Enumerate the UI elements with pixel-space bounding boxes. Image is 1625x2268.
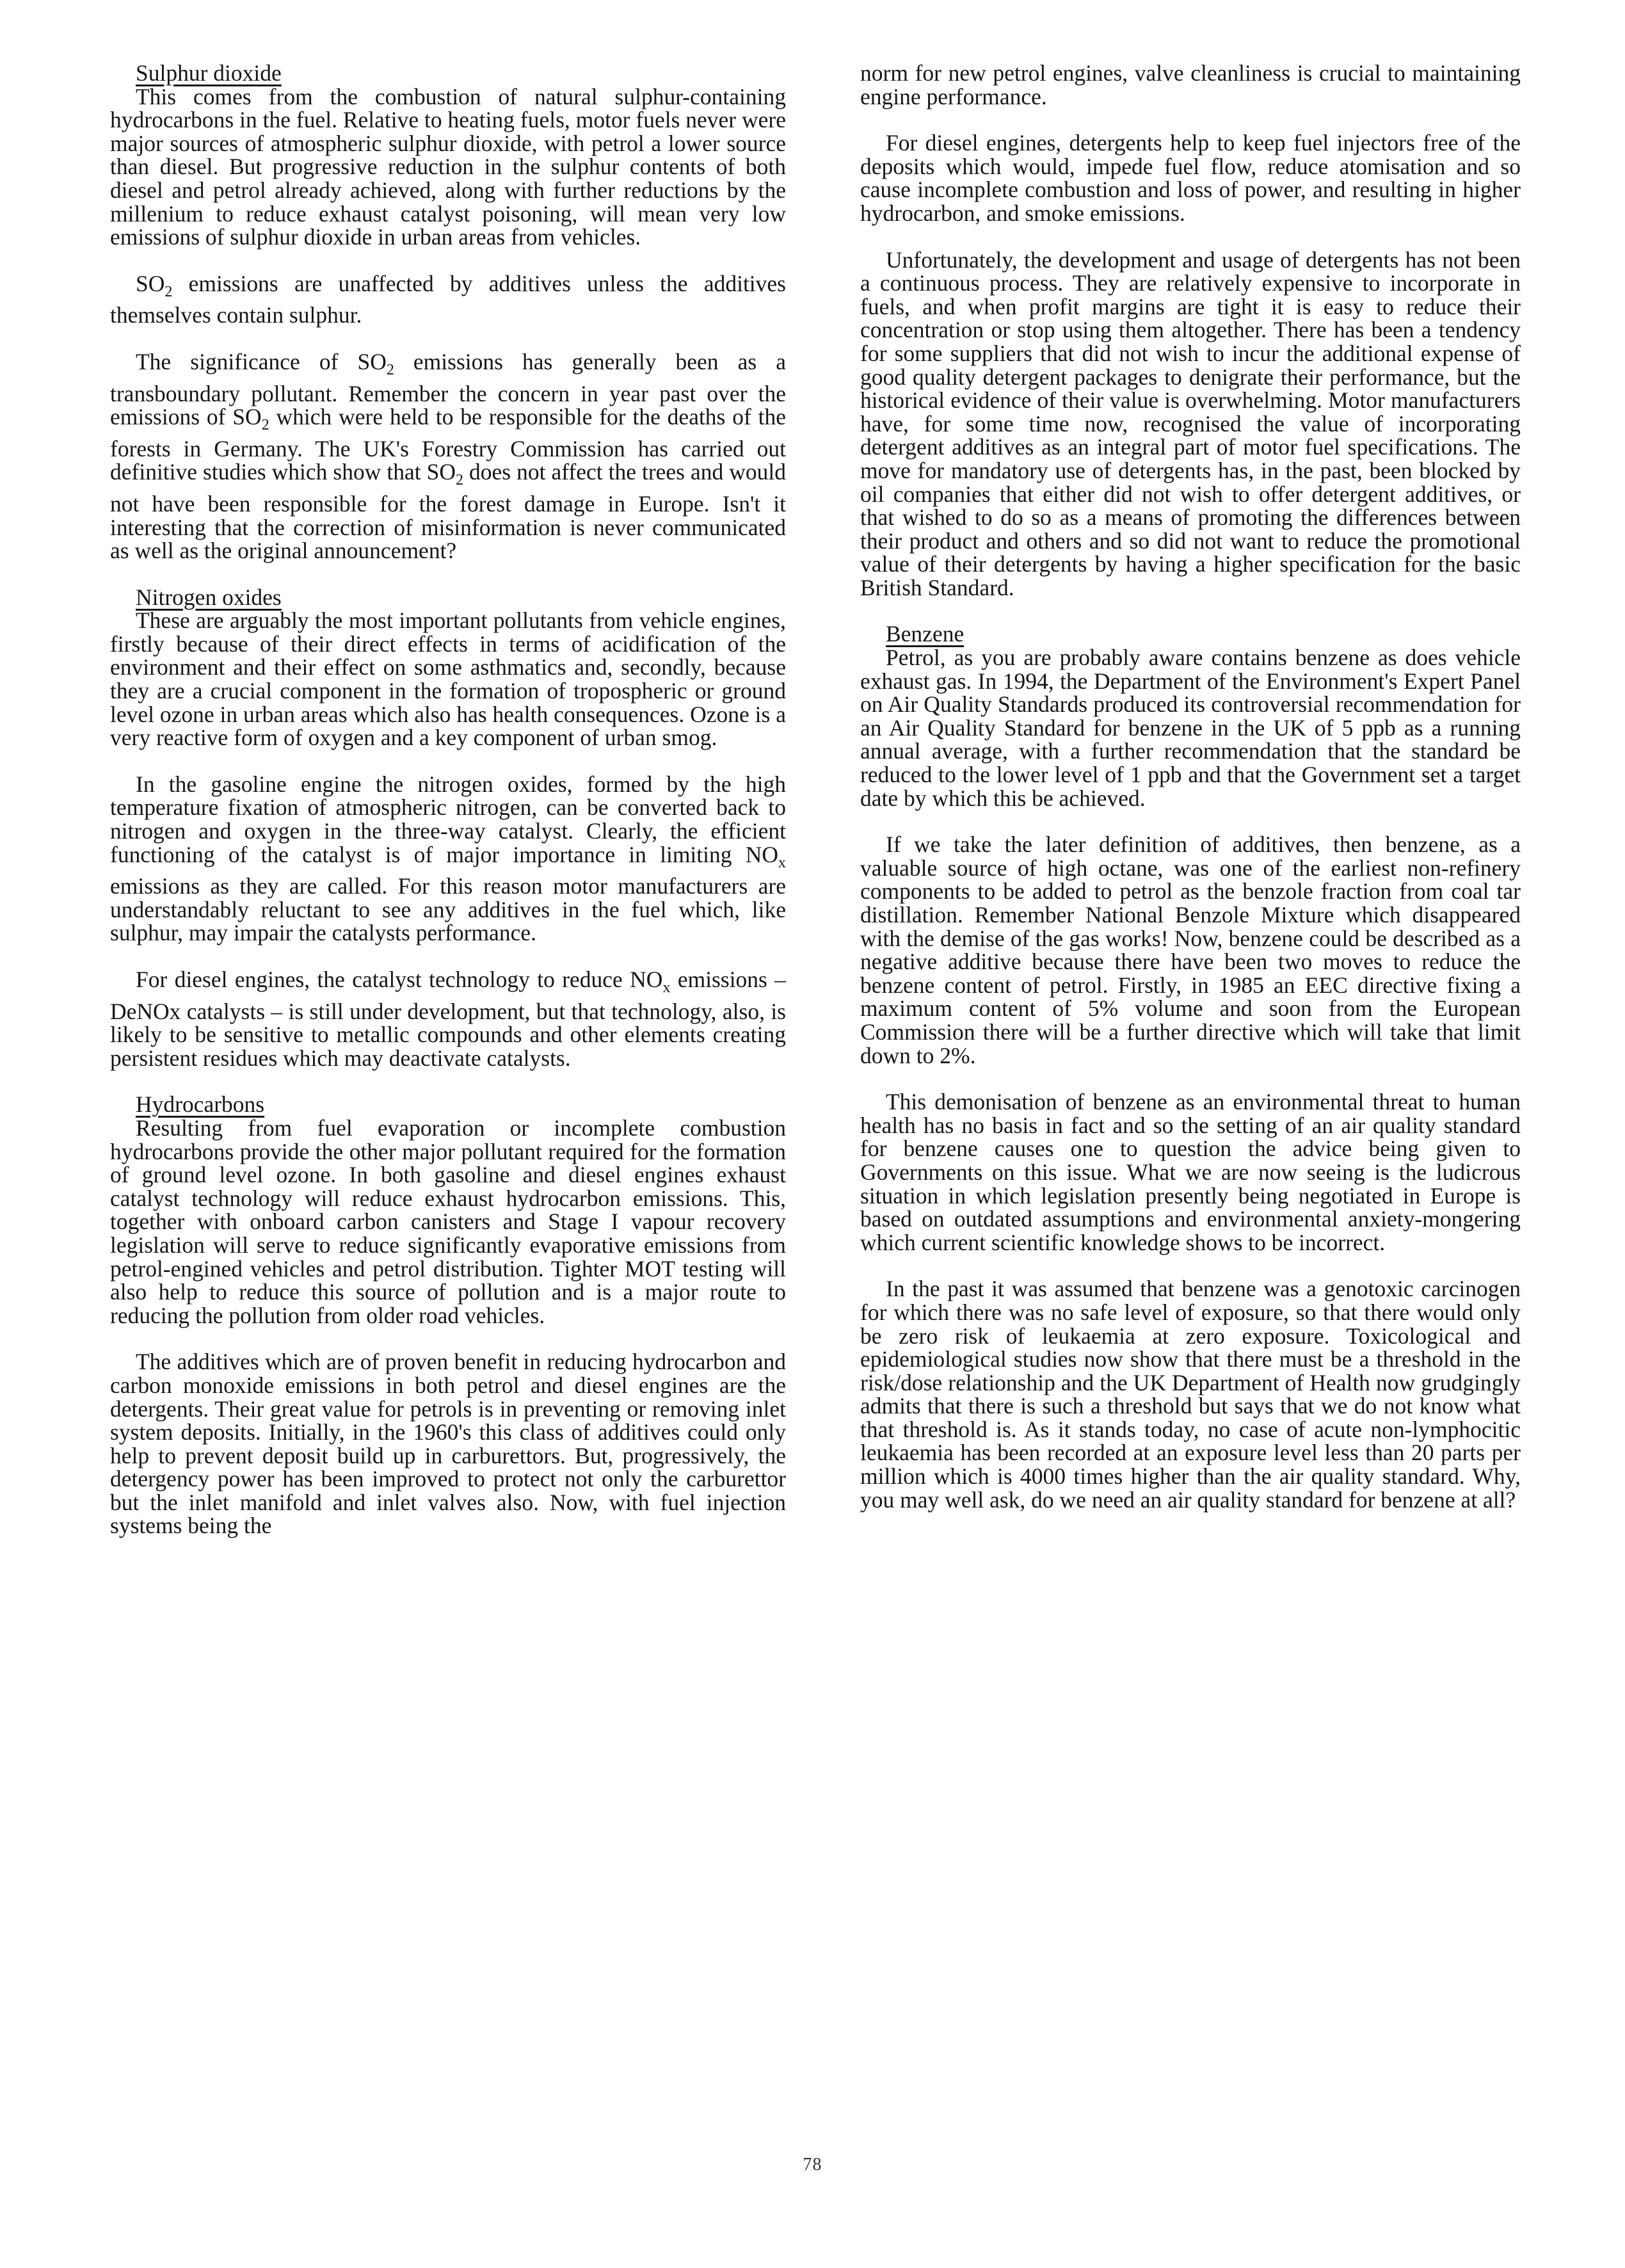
paragraph-benzene-1: Petrol, as you are probably aware contains benzene as does vehicle exhaust gas. In 1994, the Department of the Environment's Expert Panel on Air Quality Standards produced its controversial recommendation for an Air Quality Standard for benzene in the UK of 5 ppb as a running annual average, with a further recommendation that the standard be reduced to the lower level of 1 ppb and that the Government set a target date by which this be achieved.	[860, 645, 1521, 811]
paragraph-sulphur-1: This comes from the combustion of natural sulphur-containing hydrocarbons in the fuel. Relative to heating fuels, motor fuels never were major sources of atmospheric sulphur dioxide, with petrol a lower source than diesel. But progressive reduction in the sulphur contents of both diesel and petrol already achieved, along with further reductions by the millenium to reduce exhaust catalyst poisoning, will mean very low emissions of sulphur dioxide in urban areas from vehicles.	[110, 83, 786, 250]
paragraph-nitrogen-1: These are arguably the most important pollutants from vehicle engines, firstly because of their direct effects in terms of acidification of the environment and their effect on some asthmatics and, secondly, because they are a crucial component in the formation of tropospheric or ground level ozone in urban areas which also has health consequences. Ozone is a very reactive form of oxygen and a key component of urban smog.	[110, 607, 786, 751]
paragraph-diesel-detergents: For diesel engines, detergents help to keep fuel injectors free of the deposits which would, impede fuel flow, reduce atomisation and so cause incomplete combustion and loss of power, and resulting in higher hydrocarbon, and smoke emissions.	[860, 130, 1521, 226]
left-column	[110, 61, 786, 1561]
paragraph-sulphur-3: The significance of $SO_2$ emissions has generally been as a transboundary pollutant. Remember the concern in year past over the emissions of $SO_2$ which were held to be responsible for the deaths of the forests in Germany. The UK's Forestry Commission has carried out definitive studies which show that $SO_2$ does not affect the trees and would not have been responsible for the forest damage in Europe. Isn't it interesting that the correction of misinformation is never communicated as well as the original announcement?	[110, 348, 786, 564]
right-column	[860, 61, 1521, 1534]
section-heading-benzene: Benzene	[886, 621, 965, 647]
page-number: 78	[803, 2155, 822, 2175]
section-heading-hydrocarbons: Hydrocarbons	[136, 1091, 265, 1118]
paragraph-continued: norm for new petrol engines, valve cleanliness is crucial to maintaining engine performance.	[860, 60, 1521, 109]
paragraph-benzene-4: In the past it was assumed that benzene was a genotoxic carcinogen for which there was no safe level of exposure, so that there would only be zero risk of leukaemia at zero exposure. Toxicological and epidemiological studies now show that there must be a threshold in the risk/dose relationship and the UK Department of Health now grudgingly admits that there is such a threshold but says that we do not know what that threshold is. As it stands today, no case of acute non-lymphocitic leukaemia has been recorded at an exposure level less than 20 parts per million which is 4000 times higher than the air quality standard. Why, you may well ask, do we need an air quality standard for benzene at all?	[860, 1276, 1521, 1513]
paragraph-detergent-usage: Unfortunately, the development and usage of detergents has not been a continuous process. They are relatively expensive to incorporate in fuels, and when profit margins are tight it is easy to reduce their concentration or stop using them altogether. There has been a tendency for some suppliers that did not wish to incur the additional expense of good quality detergent packages to denigrate their performance, but the historical evidence of their value is overwhelming. Motor manufacturers have, for some time now, recognised the value of incorporating detergent additives as an integral part of motor fuel specifications. The move for mandatory use of detergents has, in the past, been blocked by oil companies that either did not wish to offer detergent additives, or that wished to do so as a means of promoting the differences between their product and others and so did not want to reduce the promotional value of their detergents by having a higher specification for the basic British Standard.	[860, 246, 1521, 600]
paragraph-hydrocarbons-2: The additives which are of proven benefit in reducing hydrocarbon and carbon monoxide emissions in both petrol and diesel engines are the detergents. Their great value for petrols is in preventing or removing inlet system deposits. Initially, in the 1960's this class of additives could only help to prevent deposit build up in carburettors. But, progressively, the detergency power has been improved to protect not only the carburettor but the inlet manifold and inlet valves also. Now, with fuel injection systems being the	[110, 1349, 786, 1539]
section-heading-nitrogen-oxides: Nitrogen oxides	[136, 584, 282, 610]
paragraph-nitrogen-3: For diesel engines, the catalyst technology to reduce $NO_x$ emissions – DeNOx catalysts – is still under development, but that technology, also, is likely to be sensitive to metallic compounds and other elements creating persistent residues which may deactivate catalysts.	[110, 967, 786, 1071]
paragraph-benzene-3: This demonisation of benzene as an environmental threat to human health has no basis in fact and so the setting of an air quality standard for benzene causes one to question the advice being given to Governments on this issue. What we are now seeing is the ludicrous situation in which legislation presently being negotiated in Europe is based on outdated assumptions and environmental anxiety-mongering which current scientific knowledge shows to be incorrect.	[860, 1089, 1521, 1255]
paragraph-benzene-2: If we take the later definition of additives, then benzene, as a valuable source of high octane, was one of the earliest non-refinery components to be added to petrol as the benzole fraction from coal tar distillation. Remember National Benzole Mixture which disappeared with the demise of the gas works! Now, benzene could be described as a negative additive because there have been two moves to reduce the benzene content of petrol. Firstly, in 1985 an EEC directive fixing a maximum content of 5% volume and soon from the European Commission there will be a further directive which will take that limit down to 2%.	[860, 832, 1521, 1068]
paragraph-hydrocarbons-1: Resulting from fuel evaporation or incomplete combustion hydrocarbons provide the other major pollutant required for the formation of ground level ozone. In both gasoline and diesel engines exhaust catalyst technology will reduce exhaust hydrocarbon emissions. This, together with onboard carbon canisters and Stage I vapour recovery legislation will serve to reduce significantly evaporative emissions from petrol-engined vehicles and petrol distribution. Tighter MOT testing will also help to reduce this source of pollution and is a major route to reducing the pollution from older road vehicles.	[110, 1114, 786, 1328]
paragraph-sulphur-2: $SO_2$ emissions are unaffected by additives unless the additives themselves contain sulphur.	[110, 270, 786, 328]
paragraph-nitrogen-2: In the gasoline engine the nitrogen oxides, formed by the high temperature fixation of atmospheric nitrogen, can be converted back to nitrogen and oxygen in the three-way catalyst. Clearly, the efficient functioning of the catalyst is of major importance in limiting $NO_x$ emissions as they are called. For this reason motor manufacturers are understandably reluctant to see any additives in the fuel which, like sulphur, may impair the catalysts performance.	[110, 771, 786, 946]
section-heading-sulphur-dioxide: Sulphur dioxide	[136, 60, 282, 86]
